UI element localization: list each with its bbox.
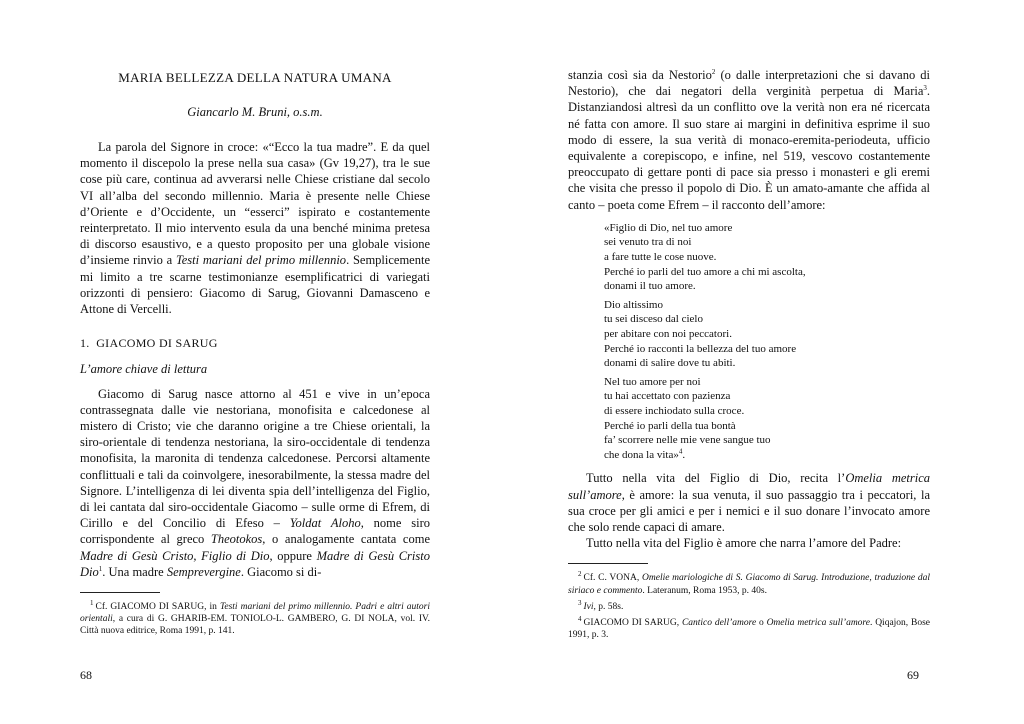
poem-stanza: Nel tuo amore per noi tu hai accettato con pazienza di essere inchiodato sulla croce. Perché io parli della tua bontà fa’ scorrere nelle mie vene sangue tuo che dona la vita»$^4$. xyxy=(604,375,771,461)
section-subtitle: L’amore chiave di lettura xyxy=(80,362,208,377)
footnote-ref[interactable]: 2 xyxy=(711,67,716,76)
poem-quote xyxy=(604,221,930,463)
footnote-ref[interactable]: 3 xyxy=(923,84,927,93)
continuation-paragraph: stanzia così sia da Nestorio$^2$ (o dalle interpretazioni che si davano di Nestorio), che dai negatori della verginità perpetua di Maria$^3$. Distanziandosi altresì da un conflitto ove la verità non era né ricercata né fatta con amore. Il suo stare ai margini in definitiva esprime il suo modo di essere, la sua verità di monaco-eremita-periodeuta, ufficio equivalente a corepiscopo, e infine, nel 519, vescovo costantemente preoccupato di gettare ponti di pace sia presso i monasteri e gli eremi che visita che presso il popolo di Dio. È un amato-amante che affida al canto – poeta come Efrem – il racconto dell’amore: xyxy=(568,67,930,212)
intro-paragraph: La parola del Signore in croce: «“Ecco la tua madre”. E da quel momento il discepolo la prese nella sua casa» (Gv 19,27), tra le sue cose più care, continua ad avverarsi nelle Chiese cristiane dal secolo VI all’alba del secondo millennio. Maria è presente nelle Chiese d’Oriente e d’Occidente, un “esserci” ispirato e costantemente reinterpretato. Il mio intervento esula da una benché minima pretesa di discorso esaustivo, e a questo proposito per una globale visione d’insieme rinvio a Testi mariani del primo millennio. Semplicemente mi limito a tre scarne testimonianze esemplificatrici di variegati orizzonti di pensiero: Giacomo di Sarug, Giovanni Damasceno e Attone di Vercelli. xyxy=(80,140,430,317)
footnote: $^4$ GIACOMO DI SARUG, Cantico dell’amore o Omelia metrica sull’amore. Qiqajon, Bose 1991, p. 3. xyxy=(568,614,930,640)
footnote-divider xyxy=(568,563,648,564)
footnote: $^2$ Cf. C. VONA, Omelie mariologiche di S. Giacomo di Sarug. Introduzione, traduzione dal siriaco e commento. Lateranum, Roma 1953, p. 40s. xyxy=(568,570,931,596)
footnote-ref[interactable]: 1 xyxy=(98,564,103,573)
page-number: 69 xyxy=(907,668,919,682)
footnote-ref[interactable]: 4 xyxy=(678,447,683,456)
footnote: $^3$ Ivi, p. 58s. xyxy=(578,598,624,612)
book-title: Testi mariani del primo millennio xyxy=(175,253,347,268)
section-heading: 1. GIACOMO DI SARUG xyxy=(80,336,218,351)
footnote: $^1$ Cf. GIACOMO DI SARUG, in Testi mariani del primo millennio. Padri e altri autori orientali, a cura di G. GHARIB-EM. TONIOLO-L. GAMBERO, G. DI NOLA, vol. IV. Città nuova editrice, Roma 1991, p. 141. xyxy=(80,599,430,637)
page-number: 68 xyxy=(80,668,92,682)
article-title: MARIA BELLEZZA DELLA NATURA UMANA xyxy=(118,70,392,85)
footnote-divider xyxy=(80,592,160,593)
body-paragraph: Tutto nella vita del Figlio di Dio, recita l’Omelia metrica sull’amore, è amore: la sua venuta, il suo passaggio tra i peccatori, la sua croce per gli amici e per i nemici e il suo donare l’invocato amore che solo rende capaci di amare. xyxy=(568,471,930,534)
right-column xyxy=(568,67,930,641)
poem-stanza: Dio altissimo tu sei disceso dal cielo per abitare con noi peccatori. Perché io racconti la bellezza del tuo amore donami di salire dove tu abiti. xyxy=(604,298,797,370)
right-page xyxy=(512,0,1024,724)
left-column xyxy=(80,139,430,637)
closing-paragraph: Tutto nella vita del Figlio è amore che narra l’amore del Padre: xyxy=(586,536,902,551)
poem-stanza: «Figlio di Dio, nel tuo amore sei venuto tra di noi a fare tutte le cose nuove. Perché io parli del tuo amore a chi mi ascolta, donami il tuo amore. xyxy=(604,221,806,293)
article-author: Giancarlo M. Bruni, o.s.m. xyxy=(187,105,323,119)
body-paragraph: Giacomo di Sarug nasce attorno al 451 e vive in un’epoca contrassegnata dalle vie nestoriana, monofisita e calcedonese al mistero di Cristo; vie che daranno origine a tre Chiese orientali, la siro-orientale di tendenza nestoriana, la siro-occidentale di tendenza monofisita, la maronita di tendenza calcedonese. Percorsi altamente conflittuali e tali da coinvolgere, inesorabilmente, la stessa madre del Signore. L’intelligenza di lei diventa spia dell’intelligenza del Figlio, di lei cantata dal siro-occidentale Giacomo – sulle orme di Efrem, di Cirillo e del Concilio di Efeso – Yoldat Aloho, nome siro corrispondente al greco Theotokos, o analogamente cantata come Madre di Gesù Cristo, Figlio di Dio, oppure Madre di Gesù Cristo Dio$^1$. Una madre Semprevergine. Giacomo si di- xyxy=(80,386,430,579)
